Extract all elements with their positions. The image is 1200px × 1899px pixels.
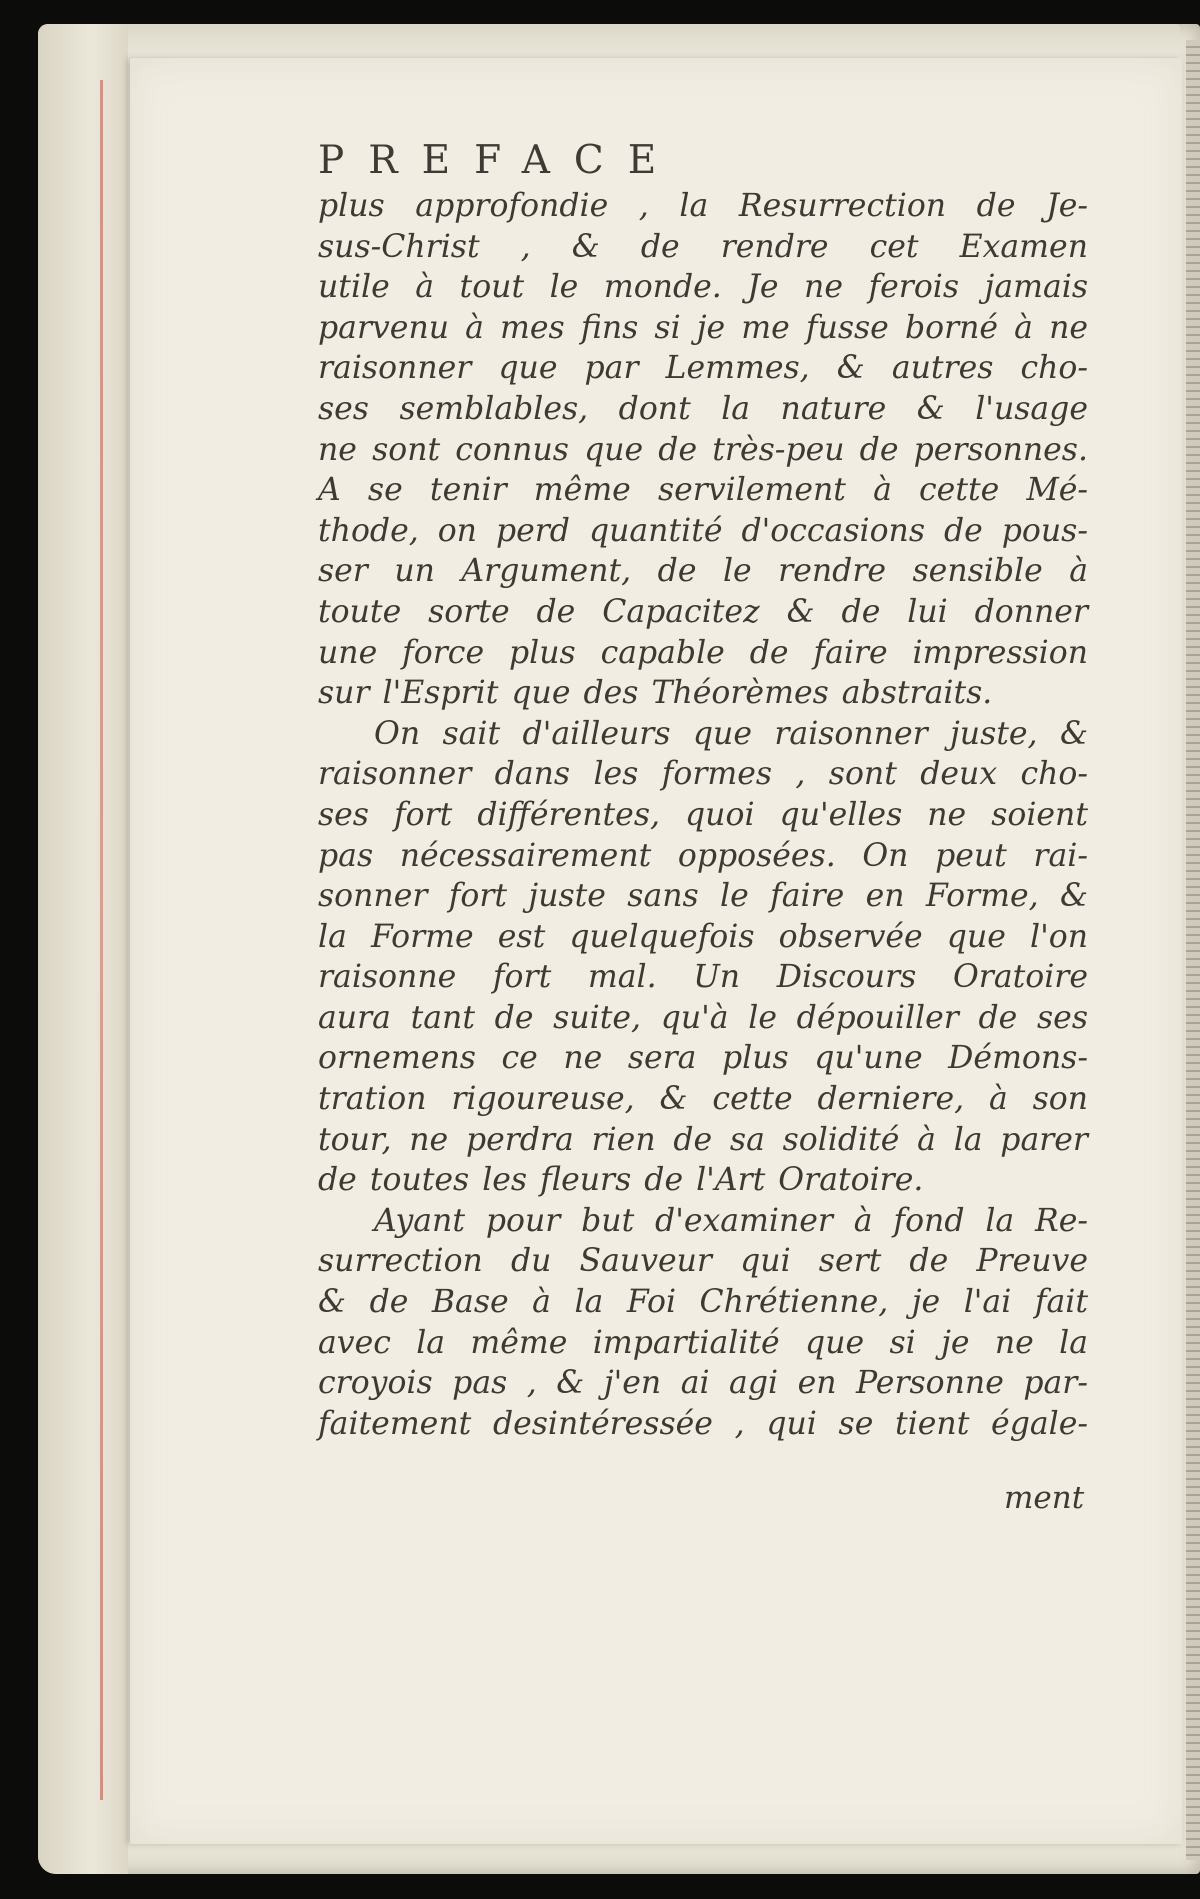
text-line: une force plus capable de faire impression xyxy=(318,634,1088,671)
text-line: tration rigoureuse, & cette derniere, à son xyxy=(318,1081,1088,1118)
text-line: thode, on perd quantité d'occasions de pous- xyxy=(318,512,1088,549)
text-line: raisonner dans les formes , sont deux cho- xyxy=(318,756,1088,793)
text-line: ornemens ce ne sera plus qu'une Démons- xyxy=(318,1040,1088,1077)
page-body xyxy=(318,186,1088,1444)
text-line: toute sorte de Capacitez & de lui donner xyxy=(318,593,1088,630)
text-line: avec la même impartialité que si je ne la xyxy=(318,1324,1088,1361)
text-line: pas nécessairement opposées. On peut rai- xyxy=(318,837,1088,874)
text-line: surrection du Sauveur qui sert de Preuve xyxy=(318,1243,1088,1280)
text-line: Ayant pour but d'examiner à fond la Re- xyxy=(374,1202,1088,1239)
text-line: aura tant de suite, qu'à le dépouiller de ses xyxy=(318,999,1088,1036)
text-line: A se tenir même servilement à cette Mé- xyxy=(318,472,1088,509)
text-line: croyois pas , & j'en ai agi en Personne par- xyxy=(318,1365,1088,1402)
text-line: raisonne fort mal. Un Discours Oratoire xyxy=(318,959,1088,996)
catchword: ment xyxy=(1004,1480,1085,1516)
text-line: sonner fort juste sans le faire en Forme, & xyxy=(318,878,1088,915)
text-line: parvenu à mes fins si je me fusse borné à ne xyxy=(318,309,1088,346)
running-head: PREFACE xyxy=(318,138,681,183)
text-line: sus-Christ , & de rendre cet Examen xyxy=(318,228,1088,265)
text-line: tour, ne perdra rien de sa solidité à la parer xyxy=(318,1121,1088,1158)
text-line: & de Base à la Foi Chrétienne, je l'ai fait xyxy=(318,1284,1088,1321)
text-line: faitement desintéressée , qui se tient égale- xyxy=(318,1405,1088,1442)
text-line: ne sont connus que de très-peu de personnes. xyxy=(318,431,1088,468)
page-edges xyxy=(1186,40,1200,1860)
text-line: plus approfondie , la Resurrection de Je- xyxy=(318,188,1088,224)
text-line: ses semblables, dont la nature & l'usage xyxy=(318,390,1088,427)
text-line: sur l'Esprit que des Théorèmes abstraits. xyxy=(318,675,993,712)
text-line: raisonner que par Lemmes, & autres cho- xyxy=(318,350,1088,387)
text-line: ser un Argument, de le rendre sensible à xyxy=(318,553,1088,590)
red-edge-line xyxy=(100,80,103,1800)
text-line: la Forme est quelquefois observée que l'on xyxy=(318,918,1088,955)
text-line: utile à tout le monde. Je ne ferois jamais xyxy=(318,269,1088,306)
text-line: On sait d'ailleurs que raisonner juste, & xyxy=(374,715,1088,752)
text-line: ses fort différentes, quoi qu'elles ne soient xyxy=(318,796,1088,833)
text-line: de toutes les fleurs de l'Art Oratoire. xyxy=(318,1162,924,1199)
cover-left-fold xyxy=(38,24,128,1874)
